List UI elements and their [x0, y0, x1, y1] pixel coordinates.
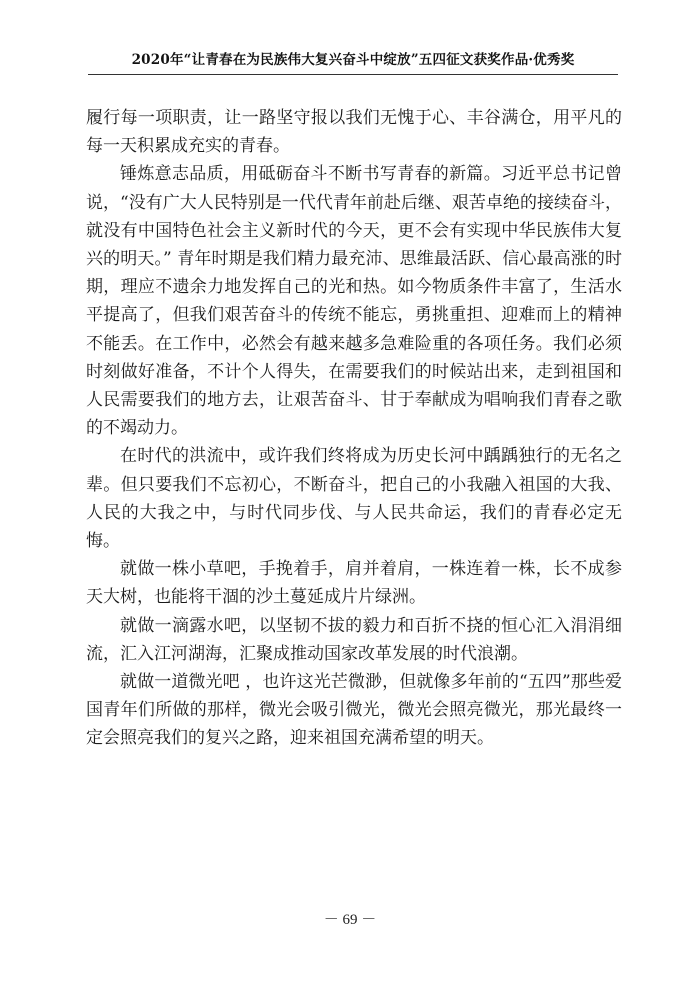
page-number: － 69 － [323, 912, 377, 928]
paragraph: 就做一滴露水吧，以坚韧不拔的毅力和百折不挠的恒心汇入涓涓细流，汇入江河湖海，汇聚成推动国家改革发展的时代浪潮。 [86, 615, 622, 664]
paragraph-continued: 履行每一项职责，让一路坚守报以我们无愧于心、丰谷满仓，用平凡的每一天积累成充实的青春。 [86, 108, 622, 157]
paragraph: 就做一株小草吧，手挽着手，肩并着肩，一株连着一株，长不成参天大树，也能将干涸的沙土蔓延成片片绿洲。 [86, 559, 622, 608]
document-body [86, 104, 622, 753]
paragraph: 在时代的洪流中，或许我们终将成为历史长河中踽踽独行的无名之辈。但只要我们不忘初心，不断奋斗，把自己的小我融入祖国的大我、人民的大我之中，与时代同步伐、与人民共命运，我们的青春必定无悔。 [86, 446, 622, 552]
paragraph: 锤炼意志品质，用砥砺奋斗不断书写青春的新篇。习近平总书记曾说，“没有广大人民特别是一代代青年前赴后继、艰苦卓绝的接续奋斗，就没有中国特色社会主义新时代的今天，更不会有实现中华民族伟大复兴的明天。” 青年时期是我们精力最充沛、思维最活跃、信心最高涨的时期，理应不遗余力地发挥自己的光和热。如今物质条件丰富了，生活水平提高了，但我们艰苦奋斗的传统不能忘，勇挑重担、迎难而上的精神不能丢。在工作中，必然会有越来越多急难险重的各项任务。我们必须时刻做好准备，不计个人得失，在需要我们的时候站出来，走到祖国和人民需要我们的地方去，让艰苦奋斗、甘于奉献成为唱响我们青春之歌的不竭动力。 [86, 164, 622, 439]
header-divider [88, 74, 618, 75]
page-header-title: 2020年“让青春在为民族伟大复兴奋斗中绽放”五四征文获奖作品·优秀奖 [131, 52, 575, 68]
paragraph: 就做一道微光吧 ，也许这光芒微渺，但就像多年前的“五四”那些爱国青年们所做的那样，微光会吸引微光，微光会照亮微光，那光最终一定会照亮我们的复兴之路，迎来祖国充满希望的明天。 [86, 672, 622, 749]
